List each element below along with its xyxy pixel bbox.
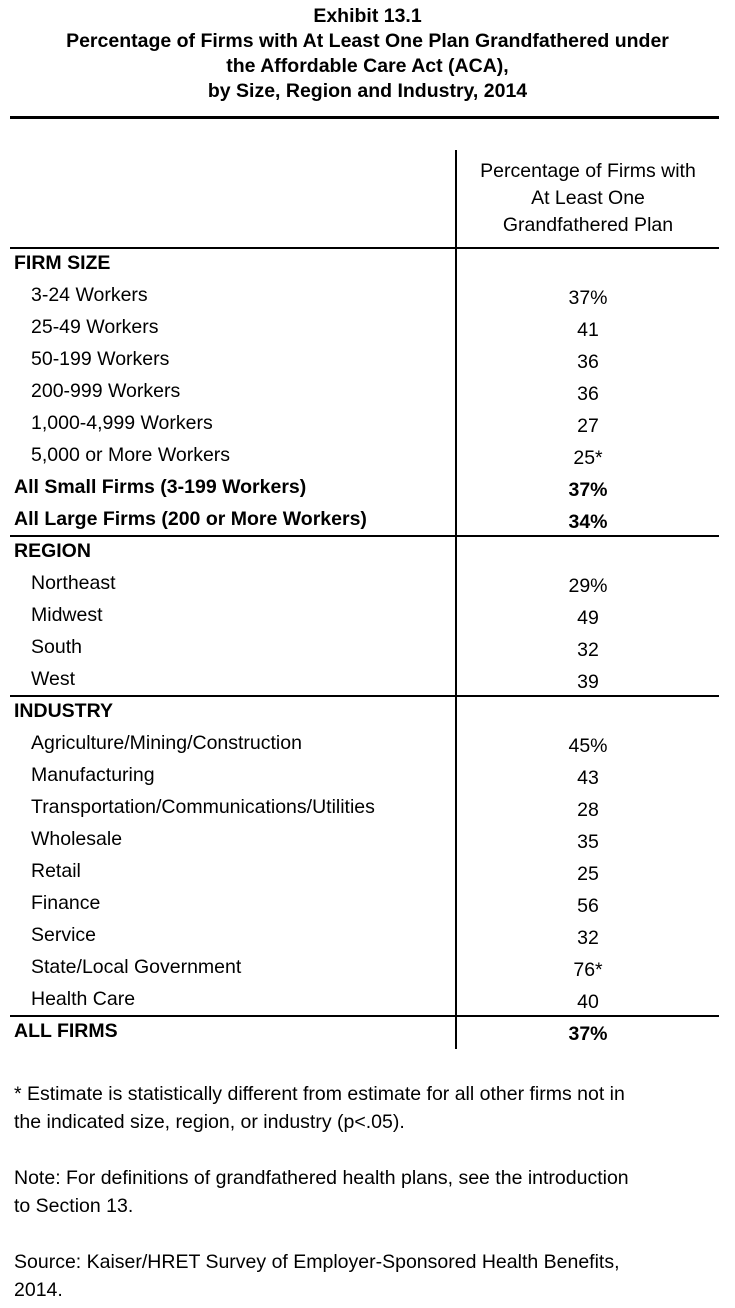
row-label: ALL FIRMS [14, 1020, 118, 1042]
row-label: Finance [31, 892, 101, 914]
definition-note-line-2: to Section 13. [14, 1195, 134, 1217]
column-header-line-1: Percentage of Firms with [480, 160, 696, 182]
table-row [0, 728, 735, 760]
exhibit-title-line-2: the Affordable Care Act (ACA), [226, 55, 509, 77]
row-label: Northeast [31, 572, 116, 594]
row-label: FIRM SIZE [14, 252, 111, 274]
table-row [0, 280, 735, 312]
row-value: 25* [573, 447, 603, 469]
row-label: West [31, 668, 76, 690]
row-value: 35 [577, 831, 599, 853]
row-label: State/Local Government [31, 956, 242, 978]
row-value: 76* [573, 959, 603, 981]
table-row [0, 920, 735, 952]
table-row [0, 600, 735, 632]
asterisk-note [14, 1080, 719, 1136]
definition-note-line-1: Note: For definitions of grandfathered health plans, see the introduction [14, 1167, 629, 1189]
row-value: 43 [577, 767, 599, 789]
title-rule [10, 116, 719, 119]
total-row [0, 1016, 735, 1048]
table-row [0, 856, 735, 888]
row-value: 41 [577, 319, 599, 341]
row-label: REGION [14, 540, 91, 562]
row-value: 29% [568, 575, 608, 597]
table-row [0, 440, 735, 472]
row-label: Retail [31, 860, 81, 882]
source-note [14, 1248, 719, 1304]
row-label: INDUSTRY [14, 700, 113, 722]
row-value: 34% [568, 511, 608, 533]
row-value: 32 [577, 639, 599, 661]
row-label: 3-24 Workers [31, 284, 148, 306]
table-row [0, 312, 735, 344]
row-label: 200-999 Workers [31, 380, 181, 402]
row-label: Midwest [31, 604, 103, 626]
row-label: 1,000-4,999 Workers [31, 412, 213, 434]
row-value: 39 [577, 671, 599, 693]
total-row [0, 504, 735, 536]
row-value: 28 [577, 799, 599, 821]
row-value: 49 [577, 607, 599, 629]
row-value: 37% [568, 1023, 608, 1045]
table-row [0, 760, 735, 792]
definition-note [14, 1164, 719, 1220]
row-value: 37% [568, 287, 608, 309]
source-note-line-2: 2014. [14, 1279, 63, 1301]
row-value: 45% [568, 735, 608, 757]
row-label: South [31, 636, 82, 658]
row-label: Manufacturing [31, 764, 155, 786]
exhibit-title-line-1: Percentage of Firms with At Least One Plan Grandfathered under [66, 30, 669, 52]
row-value: 25 [577, 863, 599, 885]
section-header-row [0, 536, 735, 568]
table-row [0, 824, 735, 856]
row-label: 5,000 or More Workers [31, 444, 231, 466]
row-label: Wholesale [31, 828, 123, 850]
column-header-line-2: At Least One [531, 187, 645, 209]
asterisk-note-line-2: the indicated size, region, or industry (p<.05). [14, 1111, 405, 1133]
table-row [0, 344, 735, 376]
row-label: All Small Firms (3-199 Workers) [14, 476, 307, 498]
table-row [0, 952, 735, 984]
asterisk-note-line-1: * Estimate is statistically different from estimate for all other firms not in [14, 1083, 625, 1105]
row-label: 25-49 Workers [31, 316, 159, 338]
table-row [0, 376, 735, 408]
row-value: 37% [568, 479, 608, 501]
exhibit-number: Exhibit 13.1 [313, 5, 422, 27]
total-row [0, 472, 735, 504]
row-value: 27 [577, 415, 599, 437]
row-value: 56 [577, 895, 599, 917]
exhibit-title [0, 4, 735, 104]
column-header [457, 158, 719, 239]
row-label: Health Care [31, 988, 136, 1010]
exhibit-title-line-3: by Size, Region and Industry, 2014 [207, 80, 528, 102]
row-label: 50-199 Workers [31, 348, 170, 370]
row-label: Transportation/Communications/Utilities [31, 796, 375, 818]
row-label: All Large Firms (200 or More Workers) [14, 508, 367, 530]
section-header-row [0, 248, 735, 280]
table-row [0, 888, 735, 920]
row-label: Agriculture/Mining/Construction [31, 732, 302, 754]
row-value: 36 [577, 351, 599, 373]
table-row [0, 632, 735, 664]
row-value: 40 [577, 991, 599, 1013]
table-row [0, 984, 735, 1016]
row-value: 32 [577, 927, 599, 949]
table-row [0, 792, 735, 824]
row-value: 36 [577, 383, 599, 405]
column-header-line-3: Grandfathered Plan [502, 214, 674, 236]
source-note-line-1: Source: Kaiser/HRET Survey of Employer-Sponsored Health Benefits, [14, 1251, 620, 1273]
table-row [0, 568, 735, 600]
table-row [0, 664, 735, 696]
section-header-row [0, 696, 735, 728]
row-label: Service [31, 924, 97, 946]
table-row [0, 408, 735, 440]
